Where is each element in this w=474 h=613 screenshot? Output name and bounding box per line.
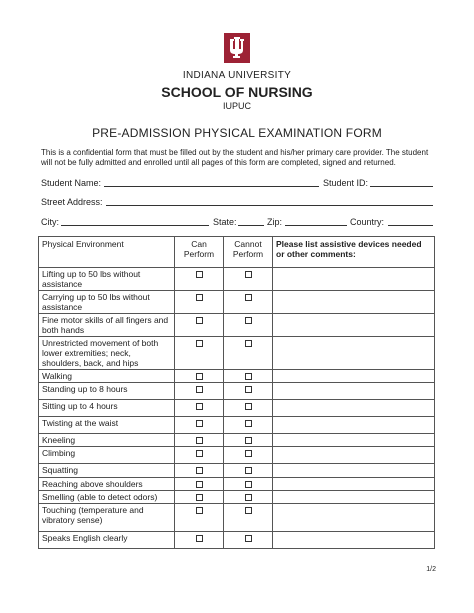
can-perform-checkbox[interactable] [196,494,203,501]
state-field[interactable] [238,225,264,226]
comments-field[interactable] [273,532,435,549]
iu-trident-logo [224,33,250,63]
activity-label: Speaks English clearly [39,532,175,549]
activity-label: Carrying up to 50 lbs without assistance [39,291,175,314]
cannot-perform-checkbox[interactable] [245,271,252,278]
can-perform-checkbox[interactable] [196,420,203,427]
zip-label: Zip: [267,217,283,227]
comments-field[interactable] [273,491,435,504]
header-cannot-perform: Cannot Perform [224,237,273,268]
cannot-perform-checkbox[interactable] [245,467,252,474]
country-field[interactable] [388,225,433,226]
table-row [39,532,435,549]
table-row [39,268,435,291]
comments-field[interactable] [273,291,435,314]
header-physical-environment: Physical Environment [39,237,175,268]
activity-label: Reaching above shoulders [39,478,175,491]
cannot-perform-checkbox[interactable] [245,340,252,347]
cannot-perform-checkbox[interactable] [245,403,252,410]
table-row [39,383,435,400]
table-row [39,400,435,417]
activity-label: Lifting up to 50 lbs without assistance [39,268,175,291]
comments-field[interactable] [273,504,435,532]
comments-field[interactable] [273,434,435,447]
can-perform-checkbox[interactable] [196,294,203,301]
comments-field[interactable] [273,464,435,478]
header-comments: Please list assistive devices needed or other comments: [273,237,435,268]
city-label: City: [41,217,59,227]
table-row [39,434,435,447]
city-field[interactable] [61,225,209,226]
can-perform-checkbox[interactable] [196,403,203,410]
can-perform-checkbox[interactable] [196,507,203,514]
comments-field[interactable] [273,314,435,337]
table-row [39,370,435,383]
cannot-perform-checkbox[interactable] [245,420,252,427]
table-row [39,504,435,532]
can-perform-checkbox[interactable] [196,450,203,457]
student-name-label: Student Name: [41,178,102,188]
can-perform-checkbox[interactable] [196,386,203,393]
activity-label: Touching (temperature and vibratory sense) [39,504,175,532]
table-row [39,464,435,478]
table-row [39,447,435,464]
comments-field[interactable] [273,417,435,434]
can-perform-checkbox[interactable] [196,373,203,380]
table-row [39,291,435,314]
can-perform-checkbox[interactable] [196,437,203,444]
form-intro: This is a confidential form that must be filled out by the student and his/her primary care provider. The student will not be fully admitted and enrolled until all pages of this form are completed, signed and returned. [41,148,429,167]
zip-field[interactable] [285,225,347,226]
student-id-label: Student ID: [323,178,369,188]
activity-label: Walking [39,370,175,383]
cannot-perform-checkbox[interactable] [245,450,252,457]
activity-label: Sitting up to 4 hours [39,400,175,417]
can-perform-checkbox[interactable] [196,317,203,324]
activity-label: Standing up to 8 hours [39,383,175,400]
physical-requirements-table [38,236,435,549]
country-label: Country: [350,217,385,227]
cannot-perform-checkbox[interactable] [245,535,252,542]
cannot-perform-checkbox[interactable] [245,317,252,324]
table-row [39,491,435,504]
cannot-perform-checkbox[interactable] [245,437,252,444]
state-label: State: [213,217,237,227]
comments-field[interactable] [273,400,435,417]
can-perform-checkbox[interactable] [196,271,203,278]
can-perform-checkbox[interactable] [196,467,203,474]
header-can-perform: Can Perform [175,237,224,268]
comments-field[interactable] [273,383,435,400]
activity-label: Smelling (able to detect odors) [39,491,175,504]
street-address-field[interactable] [106,205,433,206]
activity-label: Climbing [39,447,175,464]
can-perform-checkbox[interactable] [196,535,203,542]
table-row [39,478,435,491]
table-row [39,337,435,370]
cannot-perform-checkbox[interactable] [245,494,252,501]
activity-label: Kneeling [39,434,175,447]
street-address-label: Street Address: [41,197,103,207]
school-name: SCHOOL OF NURSING [161,84,313,100]
university-name: INDIANA UNIVERSITY [182,70,292,81]
table-row [39,314,435,337]
can-perform-checkbox[interactable] [196,481,203,488]
activity-label: Squatting [39,464,175,478]
comments-field[interactable] [273,447,435,464]
can-perform-checkbox[interactable] [196,340,203,347]
activity-label: Unrestricted movement of both lower extremities; neck, shoulders, back, and hips [39,337,175,370]
form-title: PRE-ADMISSION PHYSICAL EXAMINATION FORM [92,126,382,140]
student-id-field[interactable] [370,186,433,187]
cannot-perform-checkbox[interactable] [245,294,252,301]
comments-field[interactable] [273,478,435,491]
activity-label: Fine motor skills of all fingers and both hands [39,314,175,337]
campus-name: IUPUC [222,101,251,111]
activity-label: Twisting at the waist [39,417,175,434]
table-row [39,417,435,434]
student-name-field[interactable] [104,186,319,187]
page-number: 1/2 [426,566,436,573]
cannot-perform-checkbox[interactable] [245,373,252,380]
comments-field[interactable] [273,268,435,291]
cannot-perform-checkbox[interactable] [245,507,252,514]
comments-field[interactable] [273,337,435,370]
comments-field[interactable] [273,370,435,383]
cannot-perform-checkbox[interactable] [245,386,252,393]
cannot-perform-checkbox[interactable] [245,481,252,488]
